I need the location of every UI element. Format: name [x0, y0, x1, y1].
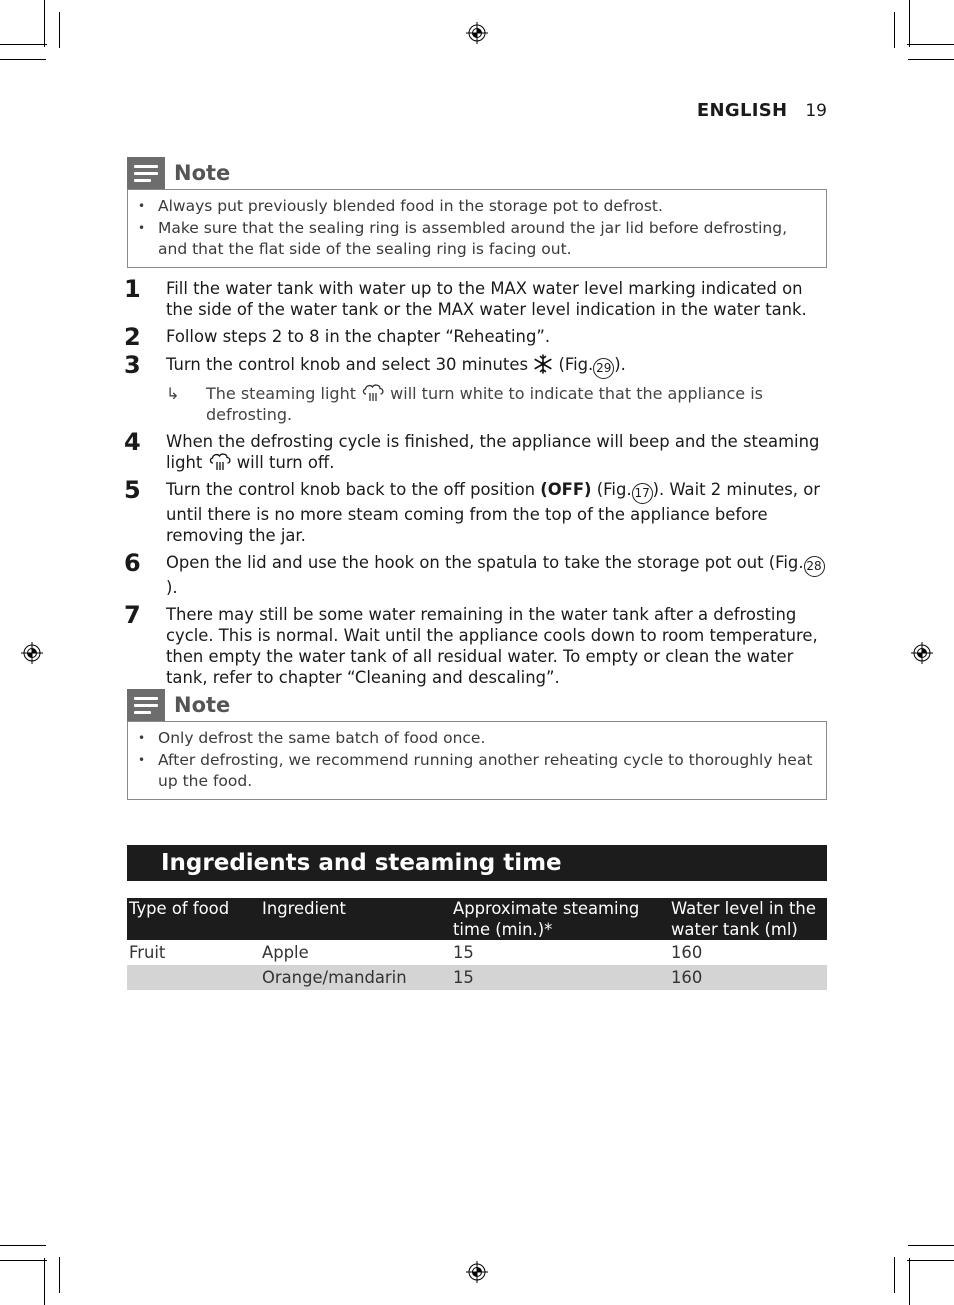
figure-reference: 28 [804, 556, 825, 577]
note-header [127, 689, 827, 721]
crop-mark [0, 44, 47, 45]
crop-mark [907, 44, 954, 45]
crop-mark [894, 1257, 895, 1293]
result-arrow-icon: ↳ [166, 384, 180, 403]
crop-mark [908, 59, 954, 60]
crop-mark [59, 1257, 60, 1293]
step-text: Turn the control knob back to the off position (OFF) (Fig. 17 ). Wait 2 minutes, or until there is no more steam coming from the top of the appliance before removing the jar. [166, 480, 820, 545]
registration-mark-icon [466, 1261, 488, 1283]
instruction-steps [124, 275, 834, 694]
crop-mark [908, 1245, 954, 1246]
step-text: Follow steps 2 to 8 in the chapter “Reheating”. [166, 327, 551, 346]
step-number: 2 [124, 323, 141, 351]
step-text: There may still be some water remaining in the water tank after a defrosting cycle. This is normal. Wait until the appliance cools down to room temperature, then empty the water tank of all residual water. To empty or clean the water tank, refer to chapter “Cleaning and descaling”. [166, 605, 818, 687]
result-text: The steaming light will turn white to indicate that the appliance is defrosting. [206, 384, 764, 424]
note-block [127, 689, 827, 800]
step-number: 1 [124, 275, 141, 303]
column-header: Approximate steaming time (min.)* [451, 898, 669, 940]
column-header: Ingredient [260, 898, 451, 940]
steam-cloud-icon [208, 452, 232, 472]
step-3 [124, 351, 834, 379]
list-item: • Only defrost the same batch of food once. [138, 729, 486, 747]
list-item: • After defrosting, we recommend running another reheating cycle to thoroughly heat up the food. [138, 750, 813, 790]
snowflake-icon [533, 354, 553, 374]
table-cell: 160 [669, 965, 827, 990]
step-4 [124, 428, 834, 473]
step-number: 3 [124, 351, 141, 379]
step-text: When the defrosting cycle is finished, the appliance will beep and the steaming light will turn off. [166, 432, 820, 472]
crop-mark [909, 1258, 910, 1305]
table-cell: Apple [262, 943, 309, 962]
step-number: 6 [124, 549, 141, 577]
step-text: Turn the control knob and select 30 minutes (Fig. 29 ). [166, 354, 834, 379]
crop-mark [894, 12, 895, 48]
ingredients-table [127, 898, 827, 990]
step-number: 7 [124, 601, 141, 629]
note-lines-icon [127, 689, 165, 721]
step-3-result [166, 383, 834, 425]
table-row [127, 965, 827, 990]
table-cell: 160 [671, 943, 703, 962]
note-box [127, 721, 827, 800]
list-item: • Always put previously blended food in the storage pot to defrost. [138, 197, 663, 215]
step-number: 5 [124, 476, 141, 504]
crop-mark [59, 12, 60, 48]
column-header: Type of food [127, 898, 260, 940]
figure-reference: 29 [593, 358, 614, 379]
step-1 [124, 275, 834, 320]
crop-mark [0, 1245, 46, 1246]
note-lines-icon [127, 157, 165, 189]
table-cell [127, 965, 260, 990]
language-label: ENGLISH [696, 100, 788, 121]
crop-mark [44, 1258, 45, 1305]
crop-mark [0, 59, 46, 60]
note-title: Note [174, 161, 231, 185]
crop-mark [909, 0, 910, 47]
step-7 [124, 601, 834, 688]
registration-mark-icon [911, 642, 933, 664]
step-2 [124, 323, 834, 351]
page-header [697, 100, 827, 121]
table-cell: Fruit [129, 943, 166, 962]
table-cell: 15 [451, 965, 669, 990]
registration-mark-icon [466, 22, 488, 44]
note-block [127, 157, 827, 268]
note-header [127, 157, 827, 189]
registration-mark-icon [21, 642, 43, 664]
steam-cloud-icon [361, 383, 385, 403]
step-5 [124, 476, 834, 546]
column-header: Water level in the water tank (ml) [669, 898, 827, 940]
step-text: Fill the water tank with water up to the MAX water level marking indicated on the side of the water tank or the MAX water level indication in the water tank. [166, 279, 807, 319]
note-box [127, 189, 827, 268]
table-cell: Orange/mandarin [260, 965, 451, 990]
step-text: Open the lid and use the hook on the spatula to take the storage pot out (Fig. 28). [166, 552, 834, 598]
note-title: Note [174, 693, 231, 717]
page-number: 19 [805, 101, 827, 121]
table-header-row [127, 898, 827, 940]
crop-mark [0, 1260, 47, 1261]
step-number: 4 [124, 428, 141, 456]
list-item: • Make sure that the sealing ring is assembled around the jar lid before defrosting, and that the flat side of the sealing ring is facing out. [138, 218, 788, 258]
section-title: Ingredients and steaming time [127, 845, 827, 881]
table-cell: 15 [453, 943, 474, 962]
crop-mark [907, 1260, 954, 1261]
step-6 [124, 549, 834, 598]
crop-mark [44, 0, 45, 47]
table-row [127, 940, 827, 965]
figure-reference: 17 [632, 483, 653, 504]
